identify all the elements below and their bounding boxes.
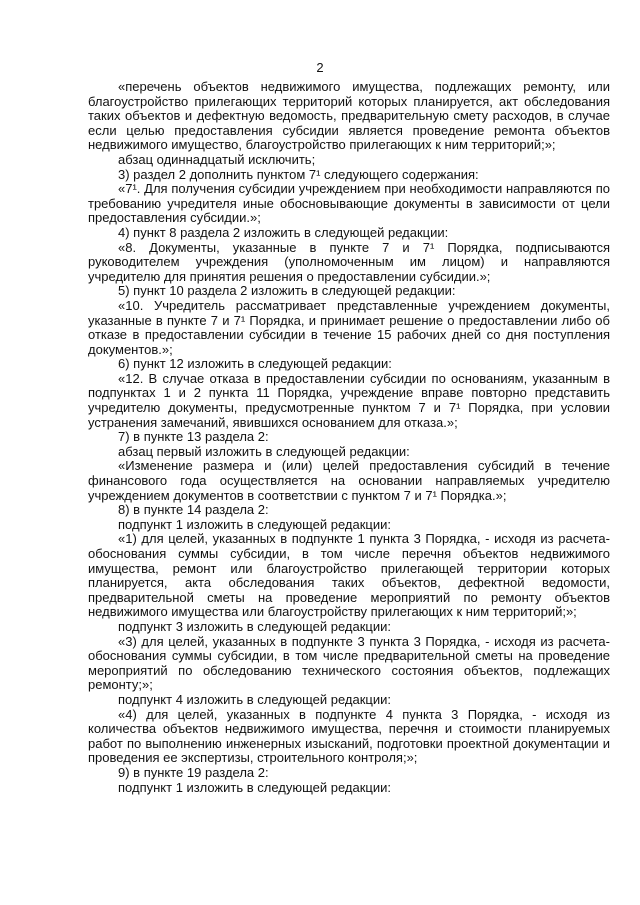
paragraph: подпункт 1 изложить в следующей редакции: [118,516,392,532]
paragraph: «10. Учредитель рассматривает представленные учреждением документы, указанные в пункте 7 и 7¹ Порядка, и принимает решение о предоставлении либо об отказе в предоставлении субсидии в течение 15 рабочих дней со дня поступления документов.»; [88,297,610,357]
paragraph: «перечень объектов недвижимого имущества, подлежащих ремонту, или благоустройство прилегающих территорий которых планируется, акт обследования таких объектов и дефектную ведомость, предварительную смету расходов, в случае если целью предоставления субсидии является проведение ремонта объектов недвижимого имущество, благоустройство прилегающих к ним территорий;»; [88,79,610,153]
paragraph: 9) в пункте 19 раздела 2: [118,764,269,780]
paragraph: «8. Документы, указанные в пункте 7 и 7¹ Порядка, подписываются руководителем учреждения (уполномоченным им лицом) и направляются учредителю для принятия решения о предоставлении субсидии.»; [88,239,610,284]
paragraph: «Изменение размера и (или) целей предоставления субсидий в течение финансового года осуществляется на основании направляемых учредителю учреждением документов в соответствии с пунктом 7 и 7¹ Порядка.»; [88,458,610,503]
document-body [88,80,610,795]
paragraph: «12. В случае отказа в предоставлении субсидии по основаниям, указанным в подпунктах 1 и 2 пункта 11 Порядка, учреждение вправе повторно представить учредителю документы, предусмотренные пунктом 7 и 7¹ Порядка, при условии устранения замечаний, явившихся основанием для отказа.»; [88,370,610,430]
paragraph: «1) для целей, указанных в подпункте 1 пункта 3 Порядка, - исходя из расчета-обоснования суммы субсидии, в том числе перечня объектов недвижимого имущества, ремонт или благоустройство прилегающей территории которых планируется, акта обследования таких объектов, дефектной ведомости, предварительной сметы на проведение мероприятий по ремонту объектов недвижимого имущества или благоустройству прилегающих к ним территорий;»; [88,531,610,620]
paragraph: «4) для целей, указанных в подпункте 4 пункта 3 Порядка, - исходя из количества объектов недвижимого имущества, перечня и стоимости планируемых работ по выполнению инженерных изысканий, подготовки проектной документации и проведения ее экспертизы, строительного контроля;»; [88,706,610,766]
paragraph: подпункт 1 изложить в следующей редакции: [118,779,392,795]
paragraph: 4) пункт 8 раздела 2 изложить в следующей редакции: [118,224,449,240]
paragraph: 8) в пункте 14 раздела 2: [118,502,269,518]
paragraph: абзац одиннадцатый исключить; [118,151,316,167]
paragraph: 6) пункт 12 изложить в следующей редакции: [118,356,392,372]
page-number: 2 [316,60,324,75]
paragraph: 3) раздел 2 дополнить пунктом 7¹ следующего содержания: [118,166,479,182]
paragraph: 5) пункт 10 раздела 2 изложить в следующей редакции: [118,283,456,299]
paragraph: подпункт 3 изложить в следующей редакции: [118,618,392,634]
paragraph: «3) для целей, указанных в подпункте 3 пункта 3 Порядка, - исходя из расчета-обоснования суммы субсидии, в том числе предварительной сметы на проведение мероприятий по обследованию технического состояния объектов, подлежащих ремонту;»; [88,633,610,693]
paragraph: 7) в пункте 13 раздела 2: [118,429,269,445]
paragraph: «7¹. Для получения субсидии учреждением при необходимости направляются по требованию учредителя иные обосновывающие документы в зависимости от цели предоставления субсидии.»; [88,181,610,226]
paragraph: подпункт 4 изложить в следующей редакции: [118,691,392,707]
paragraph: абзац первый изложить в следующей редакции: [118,443,410,459]
